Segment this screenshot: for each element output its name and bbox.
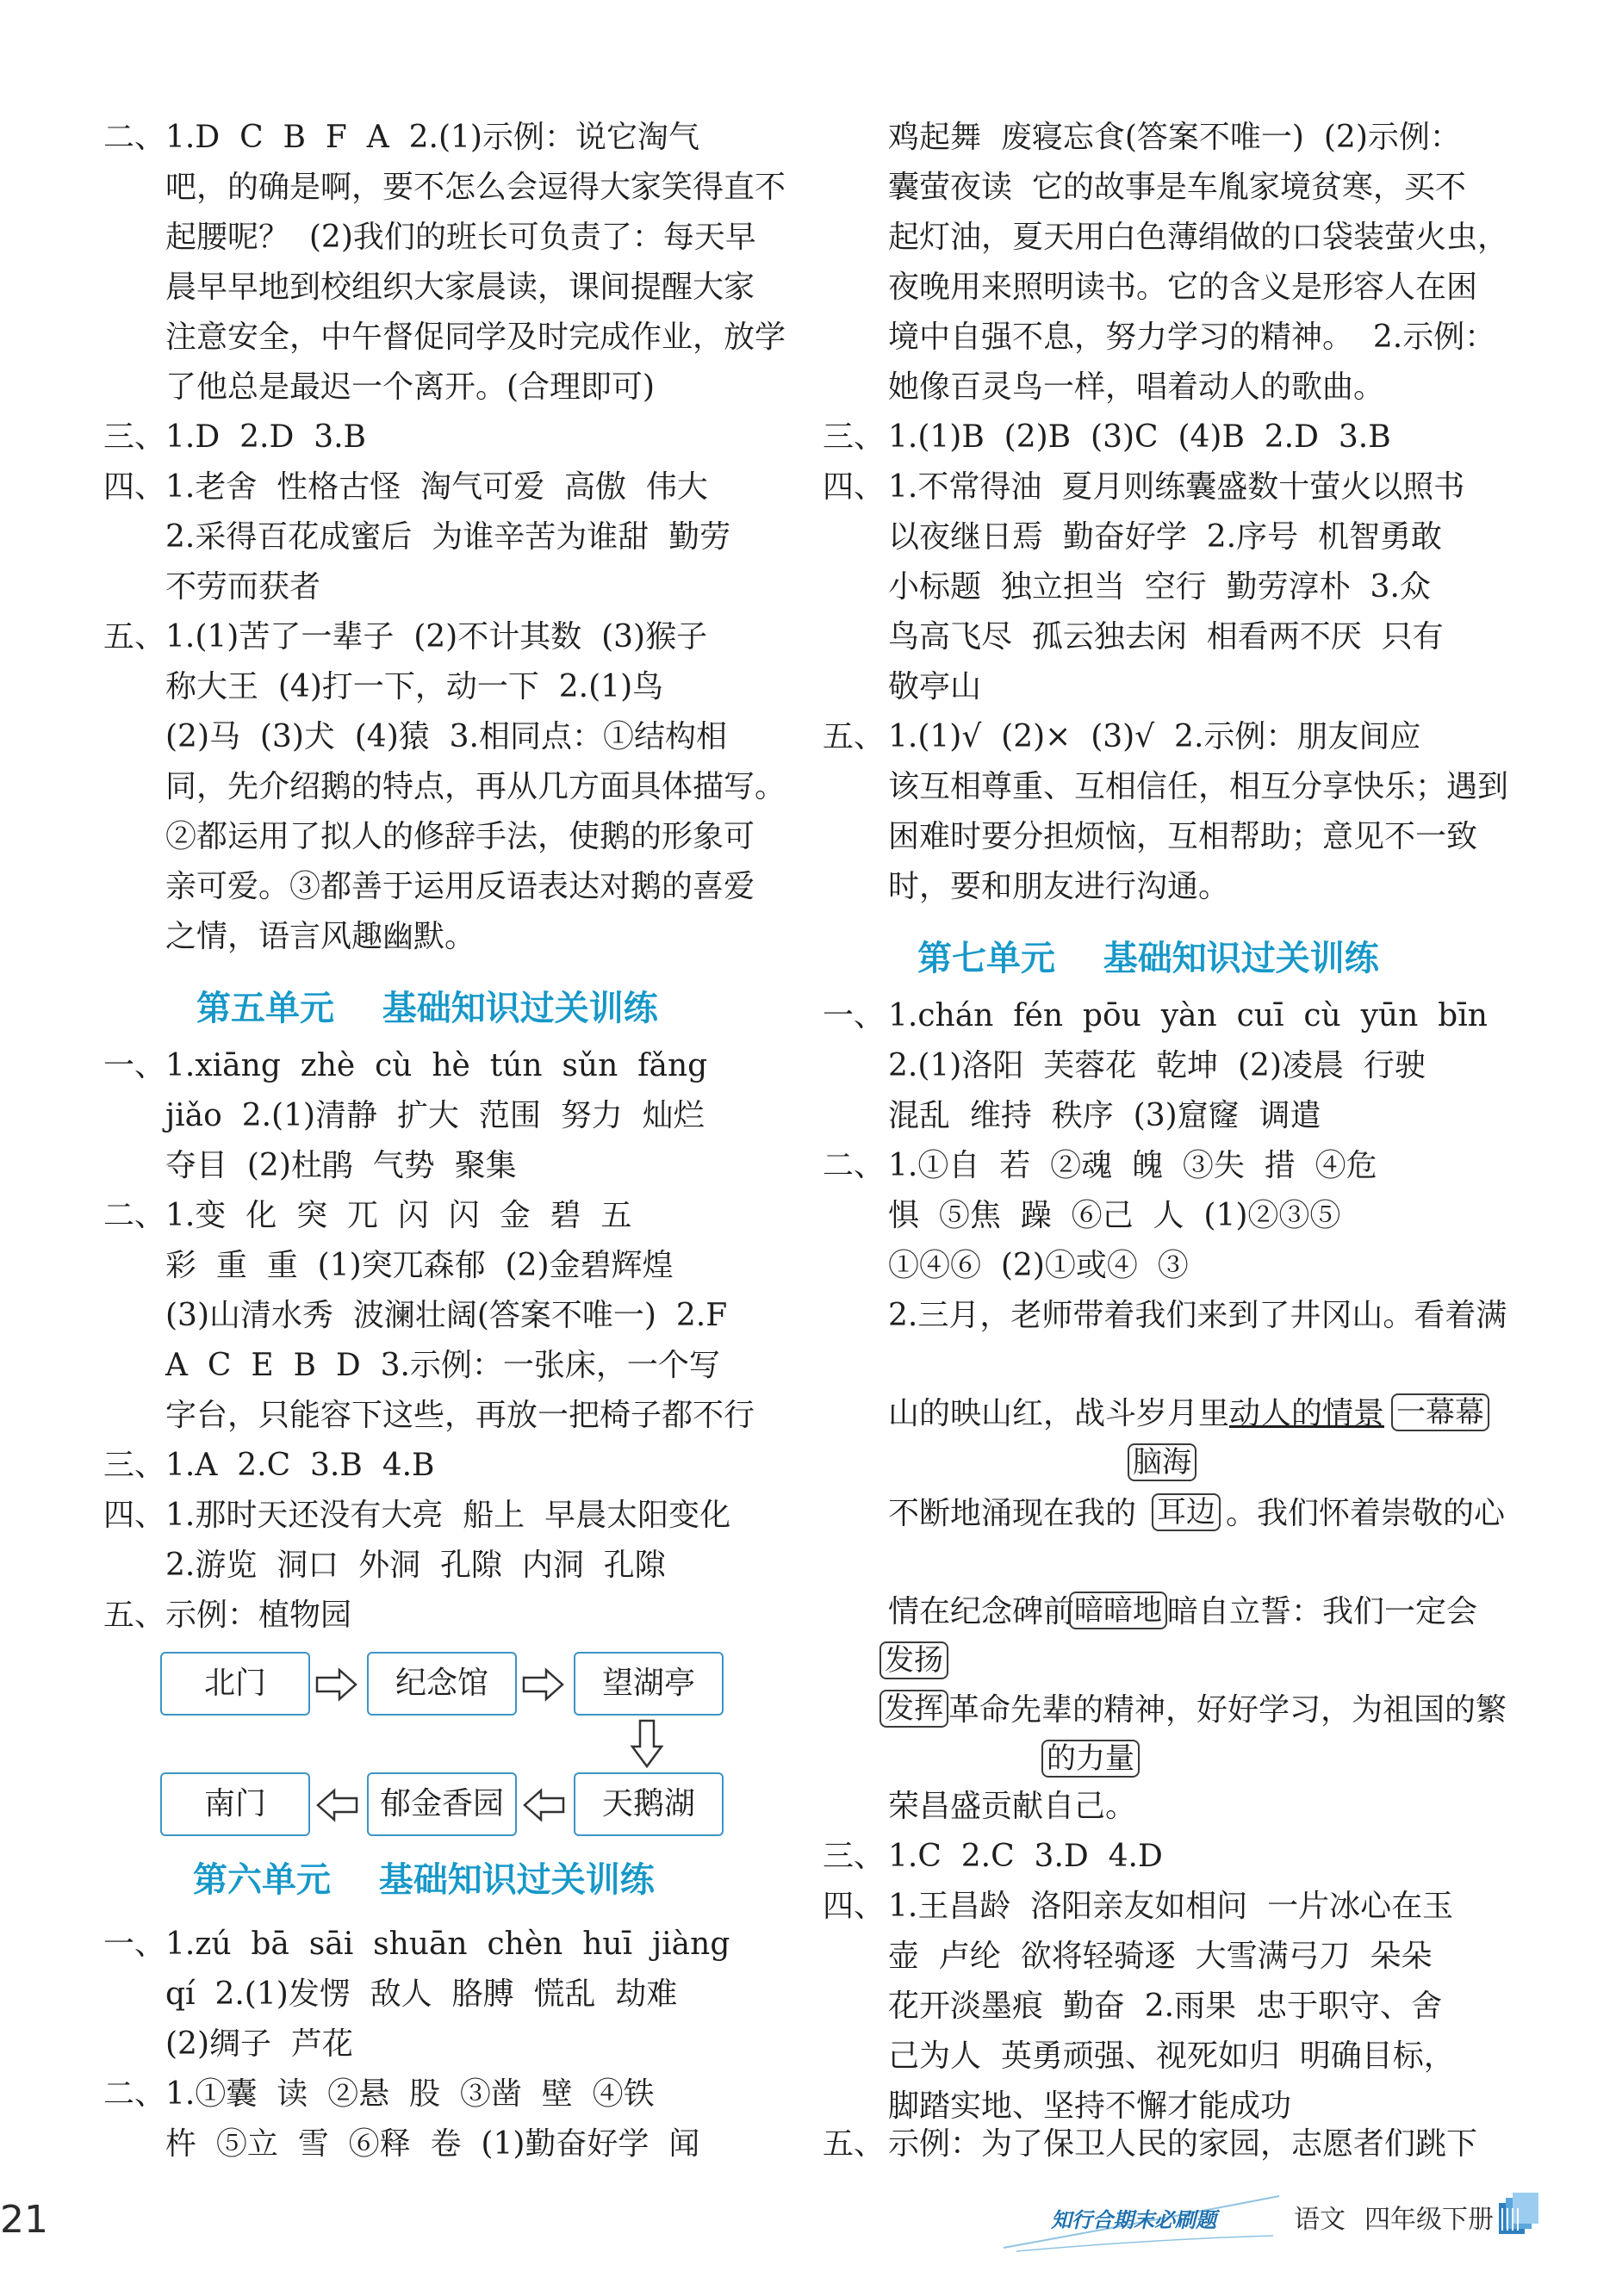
inserted-word: 脑海 xyxy=(1128,1443,1196,1481)
answer-line: (2)马 (3)犬 (4)猿 3.相同点：①结构相 xyxy=(165,719,727,754)
section-marker: 三、 xyxy=(103,1448,166,1483)
section-marker: 五、 xyxy=(103,619,166,655)
flow-box-lake-pavilion: 望湖亭 xyxy=(574,1652,724,1716)
answer-line: 起腰呢？ (2)我们的班长可负责了：每天早 xyxy=(165,220,756,255)
answer-line: 1.①自 若 ②魂 魄 ③失 措 ④危 xyxy=(888,1148,1377,1183)
answer-line: 夜晚用来照明读书。它的含义是形容人在困 xyxy=(888,270,1478,305)
answer-line: 情在纪念碑前 xyxy=(888,1594,1075,1629)
flow-box-memorial-hall: 纪念馆 xyxy=(367,1652,517,1716)
answer-line: 荣昌盛贡献自己。 xyxy=(888,1789,1137,1824)
answer-line: ①④⑥ (2)①或④ ③ xyxy=(888,1248,1189,1283)
answer-line: 山的映山红，战斗岁月里 xyxy=(888,1396,1230,1431)
section-marker: 二、 xyxy=(103,1198,166,1233)
section-marker: 二、 xyxy=(823,1148,886,1183)
answer-line: qí 2.(1)发愣 敌人 胳膊 慌乱 劫难 xyxy=(165,1976,678,2012)
answer-line: (2)绸子 芦花 xyxy=(165,2026,353,2062)
answer-line: 吧，的确是啊，要不怎么会逗得大家笑得直不 xyxy=(165,170,786,205)
answer-line: 杵 ⑤立 雪 ⑥释 卷 (1)勤奋好学 闻 xyxy=(165,2126,700,2162)
answer-line: 1.不常得油 夏月则练囊盛数十萤火以照书 xyxy=(888,469,1465,505)
section-marker: 一、 xyxy=(823,998,886,1033)
footer-subject: 语文 xyxy=(1294,2205,1346,2235)
answer-line: 2.游览 洞口 外洞 孔隙 内洞 孔隙 xyxy=(165,1548,666,1583)
answer-line: 1.D 2.D 3.B xyxy=(165,419,366,455)
section-marker: 三、 xyxy=(823,1839,886,1874)
circled-phrase: 一幕幕 xyxy=(1391,1393,1489,1431)
answer-line: 示例：为了保卫人民的家园，志愿者们跳下 xyxy=(888,2126,1478,2162)
answer-line: 1.D C B F A 2.(1)示例：说它淘气 xyxy=(165,120,699,155)
answer-line: 敬亭山 xyxy=(888,669,982,704)
section-marker: 一、 xyxy=(103,1048,166,1083)
answer-line: 注意安全，中午督促同学及时完成作业，放学 xyxy=(165,320,786,355)
answer-line: 革命先辈的精神，好好学习，为祖国的繁 xyxy=(948,1692,1507,1728)
inserted-word: 的力量 xyxy=(1041,1740,1140,1778)
answer-line: 1.xiāng zhè cù hè tún sǔn fǎng xyxy=(165,1048,708,1083)
flow-box-south-gate: 南门 xyxy=(160,1772,310,1836)
answer-line: 1.王昌龄 洛阳亲友如相问 一片冰心在玉 xyxy=(888,1889,1454,1924)
answer-line: 时，要和朋友进行沟通。 xyxy=(888,869,1230,904)
inserted-word: 发扬 xyxy=(879,1641,948,1679)
answer-line: 花开淡墨痕 勤奋 2.雨果 忠于职守、舍 xyxy=(888,1989,1443,2024)
answer-line: 了他总是最迟一个离开。(合理即可) xyxy=(165,369,656,405)
answer-line: 不断地涌现在我的 xyxy=(888,1496,1137,1531)
book-stack-icon xyxy=(1495,2189,1544,2237)
answer-line: A C E B D 3.示例：一张床，一个写 xyxy=(165,1348,720,1383)
answer-line: 1.A 2.C 3.B 4.B xyxy=(165,1448,435,1483)
answer-line: 示例：植物园 xyxy=(165,1598,352,1633)
answer-line: 以夜继日焉 勤奋好学 2.序号 机智勇敢 xyxy=(888,519,1443,555)
section-marker: 三、 xyxy=(103,419,166,455)
answer-line: 2.(1)洛阳 芙蓉花 乾坤 (2)凌晨 行驶 xyxy=(888,1048,1426,1083)
page-number: 21 xyxy=(0,2198,48,2242)
answer-line: 2.采得百花成蜜后 为谁辛苦为谁甜 勤劳 xyxy=(165,519,731,555)
section-marker: 一、 xyxy=(103,1927,166,1962)
answer-line: 彩 重 重 (1)突兀森郁 (2)金碧辉煌 xyxy=(165,1248,674,1283)
circled-phrase: 耳边 xyxy=(1152,1493,1221,1531)
answer-line: 1.老舍 性格古怪 淘气可爱 高傲 伟大 xyxy=(165,469,708,505)
answer-line: 壶 卢纶 欲将轻骑逐 大雪满弓刀 朵朵 xyxy=(888,1939,1433,1974)
answer-line: 1.(1)苦了一辈子 (2)不计其数 (3)猴子 xyxy=(165,619,708,655)
circled-phrase: 暗暗地 xyxy=(1069,1592,1167,1629)
flow-box-swan-lake: 天鹅湖 xyxy=(574,1772,724,1836)
circled-phrase: 动人的情景 xyxy=(1229,1396,1385,1431)
arrow-left-icon xyxy=(315,1788,358,1822)
answer-line: 夺目 (2)杜鹃 气势 聚集 xyxy=(165,1148,517,1183)
section-marker: 五、 xyxy=(823,2126,886,2162)
footer-grade: 四年级下册 xyxy=(1364,2205,1494,2235)
section-marker: 二、 xyxy=(103,120,166,155)
answer-line: 不劳而获者 xyxy=(165,569,321,605)
answer-line: 1.C 2.C 3.D 4.D xyxy=(888,1839,1163,1874)
section-marker: 四、 xyxy=(823,1889,886,1924)
answer-line: 她像百灵鸟一样，唱着动人的歌曲。 xyxy=(888,369,1385,405)
answer-line: 1.(1)B (2)B (3)C (4)B 2.D 3.B xyxy=(888,419,1391,455)
answer-line: ②都运用了拟人的修辞手法，使鹅的形象可 xyxy=(165,819,755,854)
answer-line: 1.chán fén pōu yàn cuī cù yūn bīn xyxy=(888,998,1488,1033)
arrow-left-icon xyxy=(522,1788,565,1822)
circled-phrase: 发挥 xyxy=(879,1690,948,1728)
answer-line: jiǎo 2.(1)清静 扩大 范围 努力 灿烂 xyxy=(165,1098,705,1133)
answer-line: 之情，语言风趣幽默。 xyxy=(165,919,476,954)
section-marker: 三、 xyxy=(823,419,886,455)
section-marker: 四、 xyxy=(823,469,886,505)
section-marker: 五、 xyxy=(103,1598,166,1633)
arrow-right-icon xyxy=(315,1667,358,1702)
flow-box-tulip-garden: 郁金香园 xyxy=(367,1772,517,1836)
section-marker: 四、 xyxy=(103,469,166,505)
answer-line: 囊萤夜读 它的故事是车胤家境贫寒，买不 xyxy=(888,170,1466,205)
answer-line: 亲可爱。③都善于运用反语表达对鹅的喜爱 xyxy=(165,869,755,904)
answer-line: 小标题 独立担当 空行 勤劳淳朴 3.众 xyxy=(888,569,1431,605)
answer-line: 2.三月，老师带着我们来到了井冈山。看着满 xyxy=(888,1298,1507,1333)
answer-line: 1.①囊 读 ②悬 股 ③凿 壁 ④铁 xyxy=(165,2076,655,2112)
answer-line: 1.那时天还没有大亮 船上 早晨太阳变化 xyxy=(165,1498,731,1533)
answer-line: 鸡起舞 废寝忘食(答案不唯一) (2)示例： xyxy=(888,120,1461,155)
answer-line: 称大王 (4)打一下，动一下 2.(1)鸟 xyxy=(165,669,664,704)
answer-line: 脚踏实地、坚持不懈才能成功 xyxy=(888,2088,1292,2124)
arrow-down-icon xyxy=(630,1719,664,1769)
arrow-right-icon xyxy=(522,1667,565,1702)
section-marker: 五、 xyxy=(823,719,886,754)
answer-line: 暗自立誓：我们一定会 xyxy=(1167,1594,1478,1629)
footer-brand: 知行合期末必刷题 xyxy=(1051,2208,1216,2232)
answer-line: 混乱 维持 秩序 (3)窟窿 调遣 xyxy=(888,1098,1321,1133)
unit7-heading: 第七单元 基础知识过关训练 xyxy=(917,939,1379,978)
answer-line: 1.(1)√ (2)× (3)√ 2.示例：朋友间应 xyxy=(888,719,1421,754)
answer-line: 鸟高飞尽 孤云独去闲 相看两不厌 只有 xyxy=(888,619,1444,655)
answer-line: 晨早早地到校组织大家晨读，课间提醒大家 xyxy=(165,270,755,305)
answer-line: 困难时要分担烦恼，互相帮助；意见不一致 xyxy=(888,819,1478,854)
answer-line: 字台，只能容下这些，再放一把椅子都不行 xyxy=(165,1398,755,1433)
answer-line: 境中自强不息，努力学习的精神。 2.示例： xyxy=(888,320,1496,355)
answer-line: 1.zú bā sāi shuān chèn huī jiàng xyxy=(165,1927,730,1962)
answer-line: 该互相尊重、互相信任，相互分享快乐；遇到 xyxy=(888,769,1509,804)
answer-line: 。我们怀着崇敬的心 xyxy=(1226,1496,1506,1531)
flow-box-north-gate: 北门 xyxy=(160,1652,310,1716)
section-marker: 四、 xyxy=(103,1498,166,1533)
unit5-heading: 第五单元 基础知识过关训练 xyxy=(196,989,658,1028)
answer-line: 1.变 化 突 兀 闪 闪 金 碧 五 xyxy=(165,1198,632,1233)
answer-line: 起灯油，夏天用白色薄绢做的口袋装萤火虫， xyxy=(888,220,1509,255)
answer-line: 惧 ⑤焦 躁 ⑥己 人 (1)②③⑤ xyxy=(888,1198,1341,1233)
section-marker: 二、 xyxy=(103,2076,166,2112)
answer-line: (3)山清水秀 波澜壮阔(答案不唯一) 2.F xyxy=(165,1298,728,1333)
unit6-heading: 第六单元 基础知识过关训练 xyxy=(193,1860,655,1900)
answer-line: 同，先介绍鹅的特点，再从几方面具体描写。 xyxy=(165,769,786,804)
answer-line: 己为人 英勇顽强、视死如归 明确目标， xyxy=(888,2038,1455,2074)
